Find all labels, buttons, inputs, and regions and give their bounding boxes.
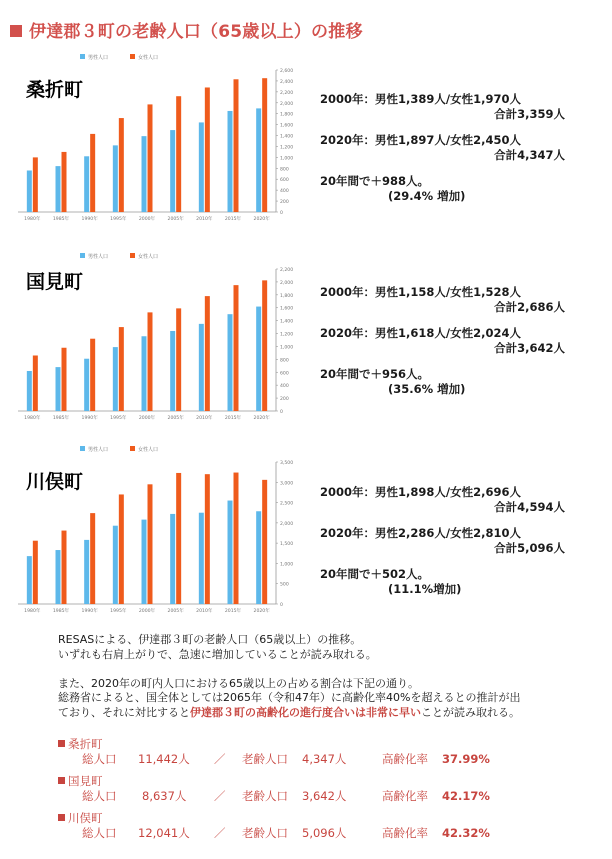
bar-male <box>142 520 147 604</box>
legend-swatch <box>130 253 135 258</box>
summary-town <box>58 811 578 826</box>
stats-kawamata <box>320 485 565 597</box>
bar-male <box>56 550 61 604</box>
legend-swatch <box>80 253 85 258</box>
x-tick-label: 1980年 <box>24 416 41 421</box>
page-title <box>10 17 363 42</box>
bar-male <box>199 324 204 411</box>
bar-female <box>33 355 38 411</box>
legend-swatch <box>130 446 135 451</box>
stats-2020-total: 合計3,642人 <box>494 341 565 355</box>
total-value: 12,041人 <box>138 826 190 840</box>
x-tick-label: 1990年 <box>81 609 98 614</box>
bar-male <box>199 122 204 212</box>
stats-2000: 2000年：男性1,898人/女性2,696人 <box>320 485 521 499</box>
stats-pct: (35.6% 増加) <box>388 382 466 396</box>
summary-data <box>58 826 578 841</box>
body-line: いずれも右肩上がりで、急速に増加していることが読み取れる。 <box>58 647 377 661</box>
x-tick-label: 1995年 <box>110 217 127 222</box>
bar-male <box>170 331 175 411</box>
bar-male <box>256 511 261 604</box>
stats-2020-total: 合計4,347人 <box>494 148 565 162</box>
bar-male <box>113 526 118 604</box>
bar-female <box>62 531 67 604</box>
bar-female <box>176 96 181 212</box>
bar-male <box>84 359 89 411</box>
bar-male <box>170 514 175 604</box>
y-tick-label: 1,800 <box>280 293 294 299</box>
separator: ／ <box>214 826 226 840</box>
y-tick-label: 1,800 <box>280 112 294 118</box>
x-tick-label: 2010年 <box>196 416 213 421</box>
summary-town <box>58 774 578 789</box>
rate-label: 高齢化率 <box>382 752 428 766</box>
y-tick-label: 2,400 <box>280 79 294 85</box>
separator: ／ <box>214 789 226 803</box>
y-tick-label: 2,600 <box>280 69 294 74</box>
elder-label: 老齢人口 <box>242 752 288 766</box>
summary-kori <box>58 737 578 767</box>
stats-2020: 2020年：男性1,897人/女性2,450人 <box>320 133 521 147</box>
bar-female <box>90 339 95 411</box>
x-tick-label: 2010年 <box>196 609 213 614</box>
y-tick-label: 800 <box>280 167 289 173</box>
bar-male <box>228 501 233 604</box>
x-tick-label: 2015年 <box>224 217 242 222</box>
legend-swatch <box>80 54 85 59</box>
stats-2000-total: 合計4,594人 <box>494 500 565 514</box>
legend-label: 男性人口 <box>88 447 109 453</box>
y-tick-label: 200 <box>280 397 289 403</box>
bar-female <box>90 513 95 604</box>
x-tick-label: 1985年 <box>52 416 70 421</box>
summary-town-name: 桑折町 <box>68 737 103 751</box>
total-label: 総人口 <box>82 789 117 803</box>
total-label: 総人口 <box>82 826 117 840</box>
x-tick-label: 2015年 <box>224 416 242 421</box>
y-tick-label: 2,000 <box>280 101 294 107</box>
bar-female <box>262 78 267 212</box>
body-text-segment: ており、それに対比すると <box>58 705 190 719</box>
bar-female <box>205 87 210 212</box>
bar-male <box>113 145 118 212</box>
bar-female <box>62 348 67 411</box>
town-name-kunimi: 国見町 <box>24 267 85 294</box>
y-tick-label: 1,600 <box>280 123 294 129</box>
y-tick-label: 0 <box>280 211 283 216</box>
x-tick-label: 1985年 <box>52 217 70 222</box>
y-tick-label: 0 <box>280 603 283 608</box>
x-tick-label: 1990年 <box>81 217 98 222</box>
elder-label: 老齢人口 <box>242 789 288 803</box>
stats-pct: (29.4% 増加) <box>388 189 466 203</box>
y-tick-label: 1,000 <box>280 345 294 351</box>
y-tick-label: 0 <box>280 410 283 415</box>
x-tick-label: 2005年 <box>167 416 184 421</box>
rate-label: 高齢化率 <box>382 789 428 803</box>
y-tick-label: 1,500 <box>280 542 294 548</box>
body-highlight: 伊達郡３町の高齢化の進行度合いは非常に早い <box>190 705 421 719</box>
bar-female <box>262 280 267 411</box>
x-tick-label: 2010年 <box>196 217 213 222</box>
bar-female <box>234 79 239 212</box>
y-tick-label: 2,200 <box>280 268 294 273</box>
bar-female <box>119 494 124 604</box>
elder-value: 5,096人 <box>302 826 347 840</box>
stats-2000: 2000年：男性1,158人/女性1,528人 <box>320 285 521 299</box>
bar-male <box>84 156 89 212</box>
stats-2020: 2020年：男性1,618人/女性2,024人 <box>320 326 521 340</box>
rate-value: 42.17% <box>442 789 490 803</box>
bar-male <box>142 136 147 212</box>
bar-male <box>142 336 147 411</box>
x-tick-label: 1980年 <box>24 217 41 222</box>
stats-2000-total: 合計3,359人 <box>494 107 565 121</box>
legend-swatch <box>130 54 135 59</box>
y-tick-label: 1,400 <box>280 134 294 140</box>
town-name-kawamata: 川俣町 <box>24 467 85 494</box>
x-tick-label: 1990年 <box>81 416 98 421</box>
y-tick-label: 400 <box>280 384 289 390</box>
bar-male <box>199 513 204 604</box>
bar-female <box>148 104 153 212</box>
legend-label: 男性人口 <box>88 254 109 260</box>
x-tick-label: 1985年 <box>52 609 70 614</box>
bar-female <box>148 312 153 411</box>
bar-female <box>62 152 67 212</box>
body-text <box>58 633 598 720</box>
y-tick-label: 800 <box>280 358 289 364</box>
page-title-text: 伊達郡３町の老齢人口（65歳以上）の推移 <box>29 22 363 42</box>
bar-female <box>262 480 267 604</box>
summary-town <box>58 737 578 752</box>
bar-female <box>33 157 38 212</box>
bar-male <box>56 367 61 411</box>
legend-label: 男性人口 <box>88 55 109 61</box>
bar-female <box>205 296 210 411</box>
body-line: RESASによる、伊達郡３町の老齢人口（65歳以上）の推移。 <box>58 633 362 646</box>
stats-2000: 2000年：男性1,389人/女性1,970人 <box>320 92 521 106</box>
bar-male <box>113 347 118 411</box>
x-tick-label: 1980年 <box>24 609 41 614</box>
bar-male <box>27 170 32 212</box>
summary-data <box>58 789 578 804</box>
bar-male <box>84 540 89 604</box>
title-square-icon <box>10 25 22 37</box>
bar-male <box>27 371 32 411</box>
rate-value: 37.99% <box>442 752 490 766</box>
summary-kawamata <box>58 811 578 841</box>
bar-male <box>27 556 32 604</box>
x-tick-label: 2020年 <box>253 416 270 421</box>
stats-diff: 20年間で＋502人。 <box>320 567 430 581</box>
y-tick-label: 2,000 <box>280 521 294 527</box>
total-value: 11,442人 <box>138 752 190 766</box>
y-tick-label: 3,000 <box>280 481 294 487</box>
y-tick-label: 400 <box>280 189 289 195</box>
x-tick-label: 1995年 <box>110 609 127 614</box>
legend-label: 女性人口 <box>138 447 159 453</box>
y-tick-label: 1,600 <box>280 306 294 312</box>
x-tick-label: 2000年 <box>138 609 156 614</box>
body-line: 総務省によると、国全体としては2065年（令和47年）に高齢化率40%を超えるとの推計が出 <box>58 691 521 704</box>
rate-value: 42.32% <box>442 826 490 840</box>
bar-male <box>228 111 233 212</box>
stats-2020: 2020年：男性2,286人/女性2,810人 <box>320 526 521 540</box>
y-tick-label: 1,000 <box>280 156 294 162</box>
separator: ／ <box>214 752 226 766</box>
body-line: また、2020年の町内人口における65歳以上の占める割合は下記の通り。 <box>58 676 419 690</box>
total-label: 総人口 <box>82 752 117 766</box>
y-tick-label: 2,200 <box>280 90 294 96</box>
y-tick-label: 200 <box>280 200 289 206</box>
stats-kori <box>320 92 565 204</box>
x-tick-label: 1995年 <box>110 416 127 421</box>
summary-kunimi <box>58 774 578 804</box>
y-tick-label: 1,400 <box>280 319 294 325</box>
y-tick-label: 600 <box>280 371 289 377</box>
x-tick-label: 2020年 <box>253 217 270 222</box>
bar-female <box>176 473 181 604</box>
square-bullet-icon <box>58 777 65 784</box>
bar-female <box>148 484 153 604</box>
x-tick-label: 2005年 <box>167 609 184 614</box>
summary-town-name: 川俣町 <box>68 811 103 825</box>
bar-female <box>205 474 210 604</box>
y-tick-label: 1,000 <box>280 562 294 568</box>
bar-male <box>256 108 261 212</box>
summary-town-name: 国見町 <box>68 774 103 788</box>
bar-female <box>119 327 124 411</box>
bar-male <box>256 307 261 411</box>
body-text-segment: ことが読み取れる。 <box>421 705 520 719</box>
elder-value: 4,347人 <box>302 752 347 766</box>
x-tick-label: 2000年 <box>138 416 156 421</box>
stats-pct: (11.1%増加) <box>388 582 462 596</box>
y-tick-label: 2,500 <box>280 501 294 507</box>
x-tick-label: 2000年 <box>138 217 156 222</box>
total-value: 8,637人 <box>142 789 187 803</box>
square-bullet-icon <box>58 814 65 821</box>
legend-swatch <box>80 446 85 451</box>
bar-male <box>56 166 61 212</box>
legend-label: 女性人口 <box>138 254 159 260</box>
y-tick-label: 3,500 <box>280 461 294 466</box>
stats-2000-total: 合計2,686人 <box>494 300 565 314</box>
bar-female <box>33 541 38 604</box>
stats-diff: 20年間で＋988人。 <box>320 174 430 188</box>
elder-value: 3,642人 <box>302 789 347 803</box>
stats-2020-total: 合計5,096人 <box>494 541 565 555</box>
bar-female <box>176 308 181 411</box>
body-line <box>58 706 598 721</box>
y-tick-label: 2,000 <box>280 280 294 286</box>
bar-female <box>119 118 124 212</box>
bar-female <box>90 134 95 212</box>
square-bullet-icon <box>58 740 65 747</box>
bar-female <box>234 285 239 411</box>
y-tick-label: 1,200 <box>280 332 294 338</box>
bar-female <box>234 473 239 604</box>
y-tick-label: 600 <box>280 178 289 184</box>
y-tick-label: 500 <box>280 582 289 588</box>
legend-label: 女性人口 <box>138 55 159 61</box>
stats-kunimi <box>320 285 565 397</box>
y-tick-label: 1,200 <box>280 145 294 151</box>
stats-diff: 20年間で＋956人。 <box>320 367 430 381</box>
bar-male <box>228 314 233 411</box>
elder-label: 老齢人口 <box>242 826 288 840</box>
bar-male <box>170 130 175 212</box>
x-tick-label: 2005年 <box>167 217 184 222</box>
town-name-kori: 桑折町 <box>24 75 85 102</box>
x-tick-label: 2015年 <box>224 609 242 614</box>
summary-data <box>58 752 578 767</box>
rate-label: 高齢化率 <box>382 826 428 840</box>
x-tick-label: 2020年 <box>253 609 270 614</box>
